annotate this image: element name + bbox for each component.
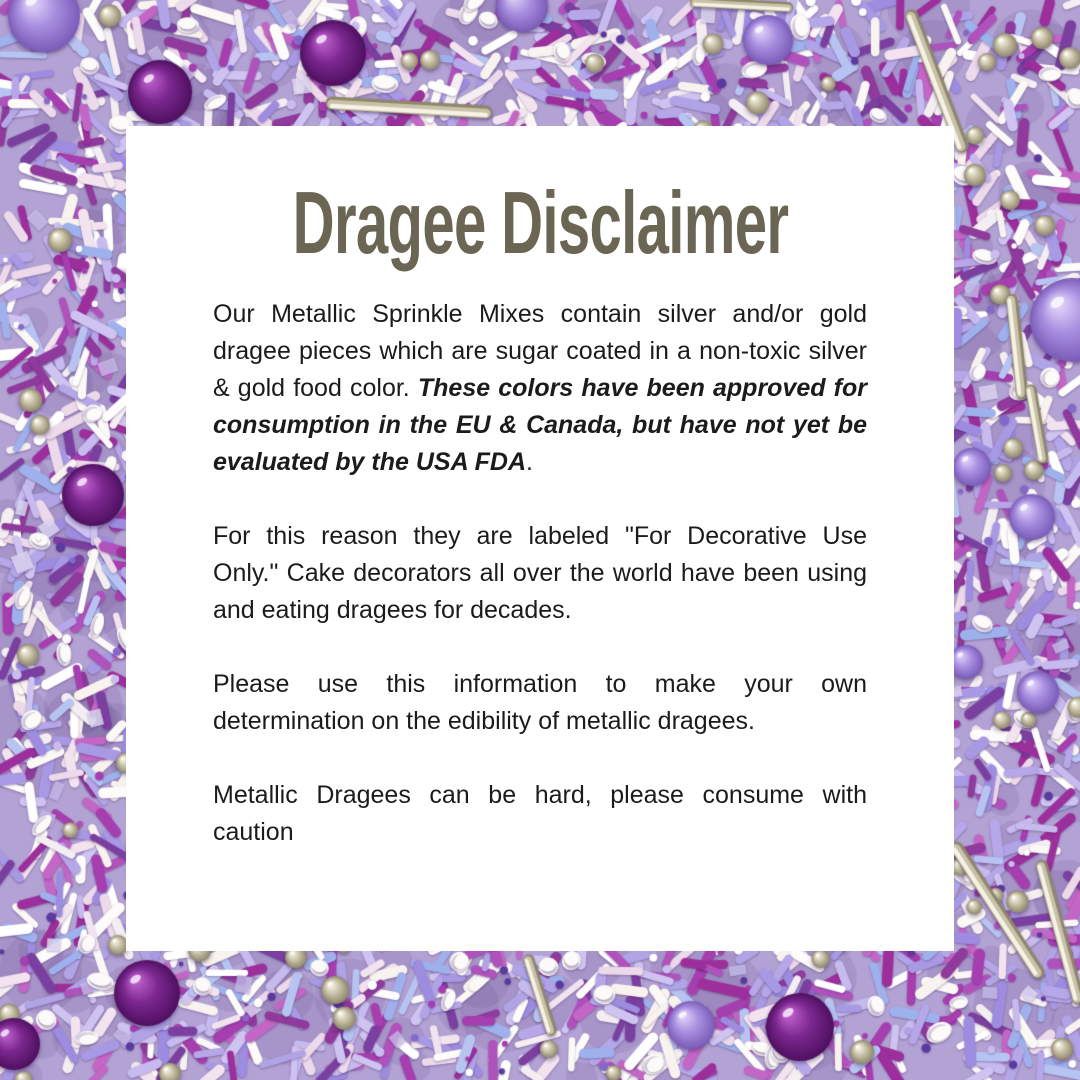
disclaimer-text <box>213 296 867 851</box>
disclaimer-title-text: Dragee Disclaimer <box>292 173 788 272</box>
disclaimer-run: . <box>526 448 533 476</box>
disclaimer-paragraph <box>213 518 867 629</box>
disclaimer-paragraph <box>213 296 867 481</box>
disclaimer-paragraph <box>213 666 867 740</box>
disclaimer-run: Our Metallic Sprinkle Mixes contain silver and/or gold dragee pieces which are sugar coated in a non-toxic silver & gold food color. <box>213 300 867 402</box>
disclaimer-paragraph <box>213 777 867 851</box>
disclaimer-title <box>126 168 954 278</box>
disclaimer-card <box>126 126 954 951</box>
disclaimer-run: Please use this information to make your own determination on the edibility of metallic dragees. <box>213 670 867 735</box>
disclaimer-run: For this reason they are labeled "For Decorative Use Only." Cake decorators all over the world have been using and eating dragees for decades. <box>213 522 867 624</box>
disclaimer-run-bold-italic: These colors have been approved for consumption in the EU & Canada, but have not yet be evaluated by the USA FDA <box>213 374 867 476</box>
disclaimer-run: Metallic Dragees can be hard, please consume with caution <box>213 781 867 846</box>
